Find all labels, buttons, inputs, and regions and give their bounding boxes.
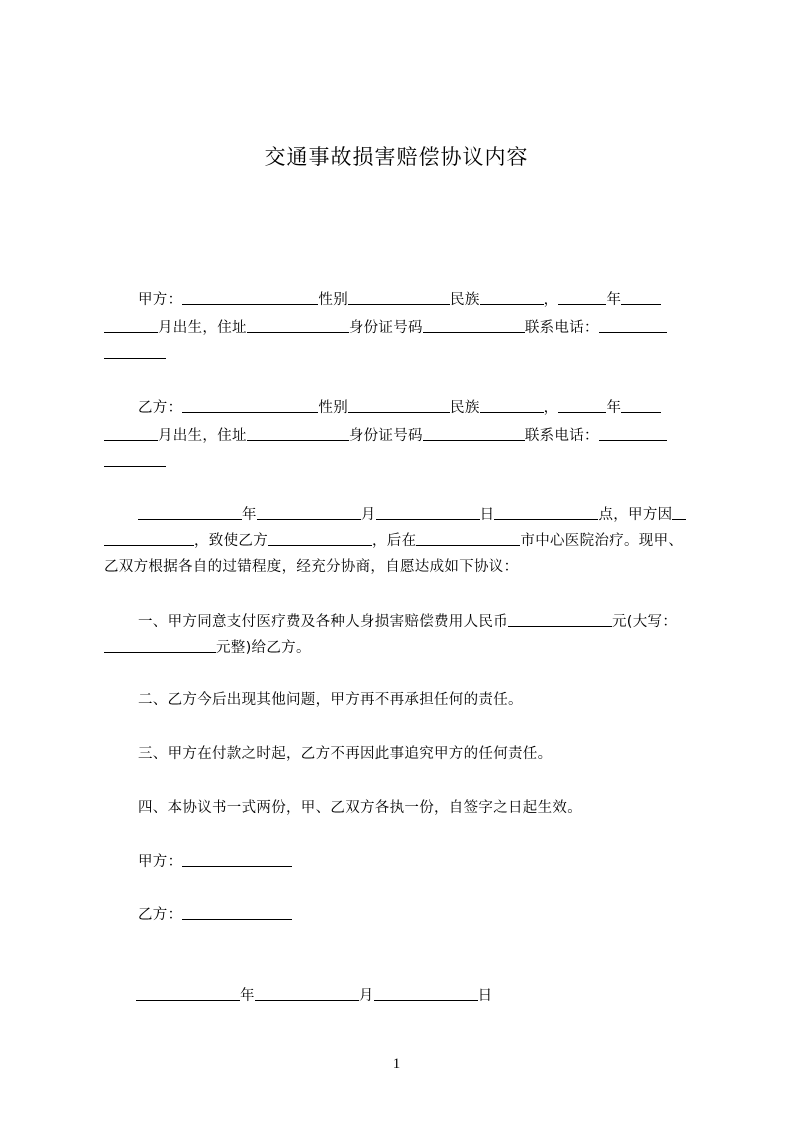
party-a-id-label: 身份证号码 [348, 320, 423, 336]
party-b-gender-blank[interactable] [348, 398, 450, 413]
incident-day-blank[interactable] [376, 505, 480, 520]
incident-hour-blank[interactable] [494, 505, 598, 520]
party-b-line-2 [104, 426, 704, 446]
incident-year-blank[interactable] [138, 505, 242, 520]
party-a-phone-blank[interactable] [599, 318, 667, 333]
party-a-name-blank[interactable] [182, 290, 318, 305]
clause-4: 四、本协议书一式两份，甲、乙双方各执一份，自签字之日起生效。 [138, 800, 582, 816]
incident-cause-start-blank[interactable] [672, 505, 686, 520]
incident-year-label: 年 [242, 507, 257, 523]
party-a-ethnic-label: 民族 [450, 292, 480, 308]
signature-b-label: 乙方： [138, 907, 183, 923]
incident-injury-blank[interactable] [268, 531, 372, 546]
party-a-line-1 [138, 290, 738, 310]
clause-3: 三、甲方在付款之时起，乙方不再因此事追究甲方的任何责任。 [138, 746, 553, 762]
clause-1-tail: 元整)给乙方。 [216, 640, 311, 656]
party-b-label: 乙方： [138, 400, 183, 416]
party-a-year-label: 年 [606, 292, 622, 308]
document-title: 交通事故损害赔偿协议内容 [264, 145, 529, 169]
party-a-birth-label: 月出生，住址 [158, 320, 247, 336]
incident-hospital-label: 市中心医院治疗。现甲、 [520, 533, 684, 549]
party-b-ethnic-label: 民族 [450, 400, 480, 416]
date-day-blank[interactable] [374, 986, 478, 1001]
party-b-phone-tail-blank[interactable] [104, 452, 166, 467]
clause-1-uppercase-blank[interactable] [104, 638, 216, 653]
party-a-year-tail-blank[interactable] [621, 290, 661, 305]
incident-hour-label: 点，甲方因 [598, 507, 673, 523]
incident-day-label: 日 [479, 507, 495, 523]
party-a-address-blank[interactable] [247, 318, 349, 333]
party-b-birth-month-blank[interactable] [104, 426, 158, 441]
date-month-blank[interactable] [255, 986, 359, 1001]
date-year-blank[interactable] [136, 986, 240, 1001]
clause-2: 二、乙方今后出现其他问题，甲方再不再承担任何的责任。 [138, 692, 523, 708]
party-a-label: 甲方： [138, 292, 183, 308]
incident-month-blank[interactable] [257, 505, 361, 520]
party-b-line-1 [138, 398, 738, 418]
signing-date [136, 986, 736, 1006]
party-a-birth-month-blank[interactable] [104, 318, 158, 333]
party-b-gender-label: 性别 [318, 400, 349, 416]
incident-cause-label: ，致使乙方 [194, 533, 268, 549]
date-year-label: 年 [240, 988, 255, 1004]
party-a-birth-year-blank[interactable] [558, 290, 606, 305]
party-a-phone-tail-blank[interactable] [104, 344, 166, 359]
party-b-id-blank[interactable] [423, 426, 525, 441]
party-a-phone-label: 联系电话： [524, 320, 599, 336]
clause-1-uppercase-label: 元(大写： [612, 614, 678, 630]
party-b-birth-label: 月出生，住址 [158, 428, 247, 444]
incident-line-3: 乙双方根据各自的过错程度，经充分协商，自愿达成如下协议： [104, 559, 519, 575]
party-a-line-2 [104, 318, 704, 338]
signature-b-blank[interactable] [182, 905, 292, 920]
clause-1-line-2 [104, 638, 704, 658]
date-day-label: 日 [477, 988, 493, 1004]
incident-line-1 [138, 505, 738, 525]
party-a-gender-label: 性别 [318, 292, 349, 308]
party-a-ethnic-blank[interactable] [480, 290, 544, 305]
party-b-comma: ， [543, 400, 559, 416]
party-b-id-label: 身份证号码 [348, 428, 423, 444]
party-a-id-blank[interactable] [423, 318, 525, 333]
clause-1-amount-blank[interactable] [508, 612, 612, 627]
party-a-line-3 [104, 344, 704, 364]
page-number: 1 [392, 1056, 401, 1072]
incident-city-blank[interactable] [416, 531, 520, 546]
party-a-gender-blank[interactable] [348, 290, 450, 305]
party-b-phone-label: 联系电话： [524, 428, 599, 444]
signature-party-b [138, 905, 738, 925]
party-b-year-tail-blank[interactable] [621, 398, 661, 413]
party-b-year-label: 年 [606, 400, 622, 416]
clause-1-text: 一、甲方同意支付医疗费及各种人身损害赔偿费用人民币 [138, 614, 508, 630]
date-month-label: 月 [358, 988, 374, 1004]
signature-a-label: 甲方： [138, 854, 183, 870]
clause-1-line-1 [138, 612, 738, 632]
party-a-comma: ， [543, 292, 559, 308]
signature-a-blank[interactable] [182, 852, 292, 867]
party-b-name-blank[interactable] [182, 398, 318, 413]
incident-line-2 [104, 531, 704, 551]
incident-month-label: 月 [360, 507, 376, 523]
party-b-birth-year-blank[interactable] [558, 398, 606, 413]
incident-cause-blank[interactable] [104, 531, 194, 546]
signature-party-a [138, 852, 738, 872]
incident-after-label: ，后在 [372, 533, 417, 549]
party-b-ethnic-blank[interactable] [480, 398, 544, 413]
party-b-phone-blank[interactable] [599, 426, 667, 441]
party-b-address-blank[interactable] [247, 426, 349, 441]
party-b-line-3 [104, 452, 704, 472]
